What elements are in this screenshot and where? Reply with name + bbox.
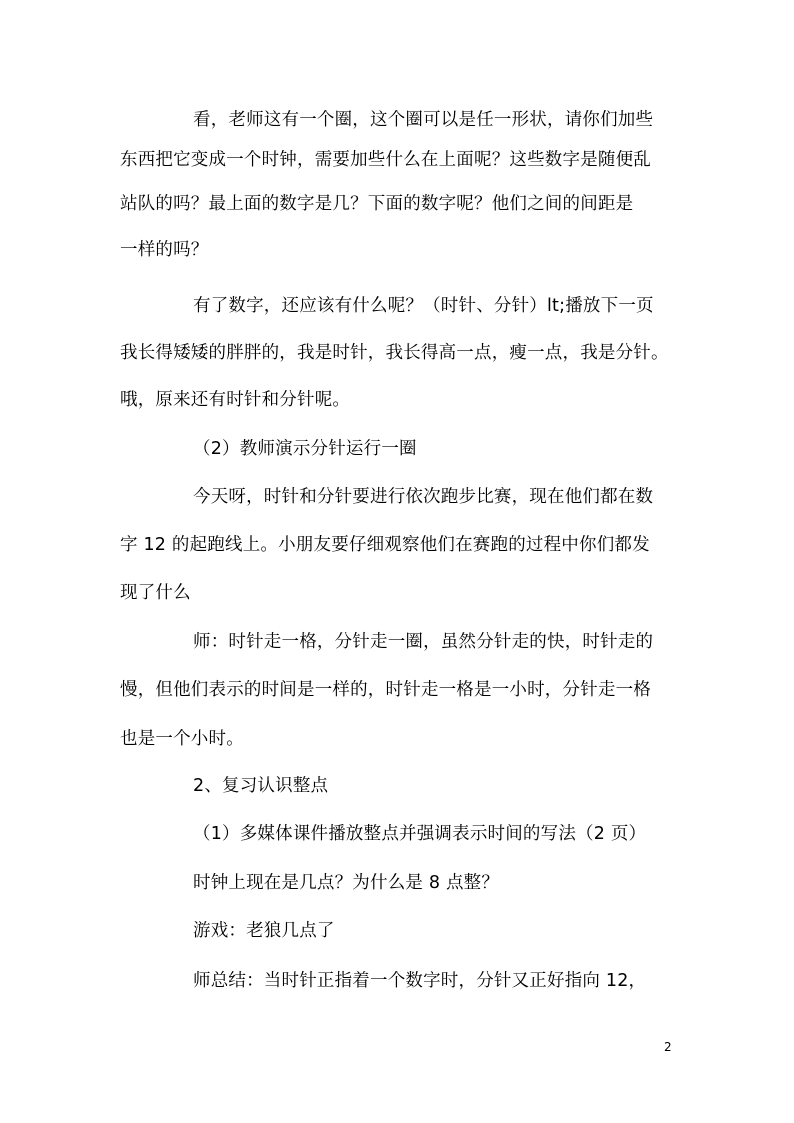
paragraph-line: 游戏：老狼几点了	[193, 921, 335, 941]
section-heading: 2、复习认识整点	[193, 776, 329, 796]
section-heading: （2）教师演示分针运行一圈	[193, 439, 417, 459]
paragraph-line: 时钟上现在是几点？为什么是 8 点整？	[193, 873, 500, 893]
paragraph-line: 师：时针走一格，分针走一圈，虽然分针走的快，时针走的	[193, 632, 654, 652]
paragraph-line: （1）多媒体课件播放整点并强调表示时间的写法（2 页）	[193, 824, 647, 844]
paragraph-line: 慢，但他们表示的时间是一样的，时针走一格是一小时，分针走一格	[120, 680, 651, 700]
paragraph-line: 我长得矮矮的胖胖的，我是时针，我长得高一点，瘦一点，我是分针。	[120, 343, 669, 363]
paragraph-line: 有了数字，还应该有什么呢？（时针、分针）lt;播放下一页	[193, 296, 654, 316]
page-number: 2	[664, 1040, 672, 1054]
paragraph-line: 现了什么	[120, 583, 191, 603]
paragraph-line: 东西把它变成一个时钟，需要加些什么在上面呢？这些数字是随便乱	[120, 150, 651, 170]
paragraph-line: 也是一个小时。	[120, 729, 244, 749]
paragraph-line: 看，老师这有一个圈，这个圈可以是任一形状，请你们加些	[193, 110, 654, 130]
paragraph-line: 今天呀，时针和分针要进行依次跑步比赛，现在他们都在数	[193, 487, 654, 507]
paragraph-line: 站队的吗？最上面的数字是几？下面的数字呢？他们之间的间距是	[120, 194, 634, 214]
paragraph-line: 字 12 的起跑线上。小朋友要仔细观察他们在赛跑的过程中你们都发	[120, 535, 650, 555]
paragraph-line: 师总结：当时针正指着一个数字时，分针又正好指向 12，	[193, 971, 647, 991]
paragraph-line: 哦，原来还有时针和分针呢。	[120, 390, 351, 410]
paragraph-line: 一样的吗？	[120, 240, 209, 260]
